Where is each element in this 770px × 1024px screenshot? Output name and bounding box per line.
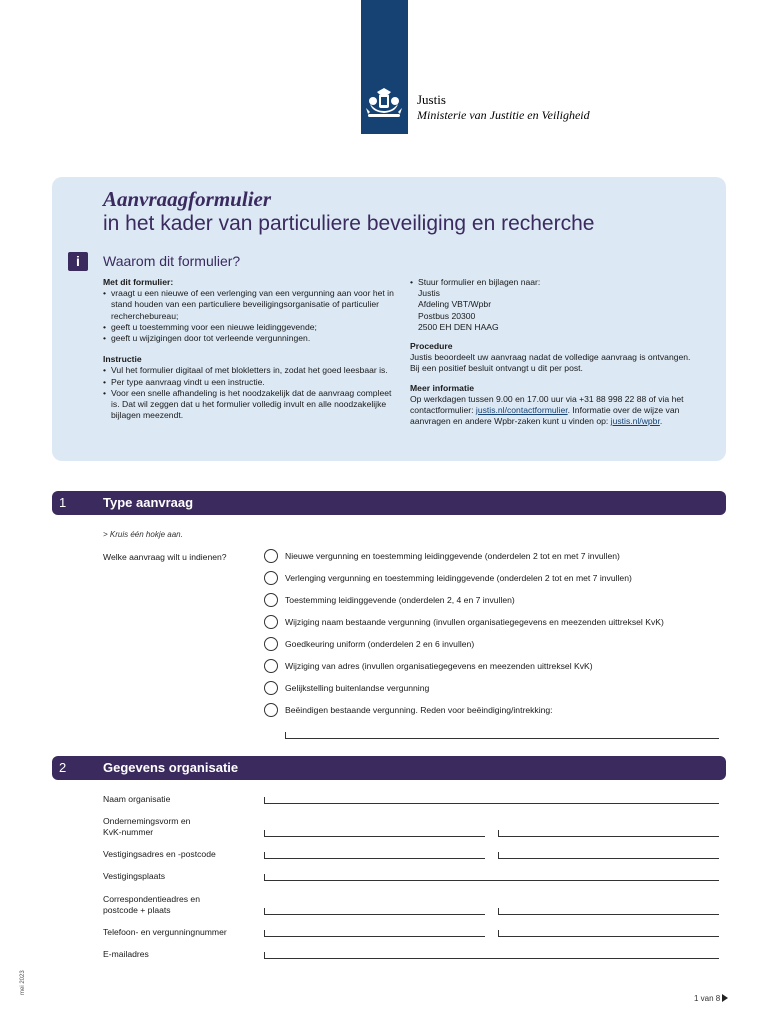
radio-button[interactable] <box>264 593 278 607</box>
section-title: Type aanvraag <box>103 495 194 510</box>
address-line: Justis <box>418 288 440 299</box>
phone-label: Telefoon- en vergunningnummer <box>103 927 227 937</box>
address-line: 2500 EH DEN HAAG <box>418 321 499 332</box>
option-label: Gelijkstelling buitenlandse vergunning <box>285 683 430 693</box>
with-form-list <box>103 288 398 344</box>
phone-field[interactable] <box>264 930 485 937</box>
wpbr-link[interactable]: justis.nl/wpbr <box>610 416 660 427</box>
city-label: Vestigingsplaats <box>103 871 166 881</box>
info-icon: i <box>68 252 88 271</box>
section-title: Gegevens organisatie <box>103 760 239 775</box>
instruction-heading: Instructie <box>103 354 142 365</box>
option-label: Toestemming leidinggevende (onderdelen 2, 4 en 7 invullen) <box>285 595 515 605</box>
option-label: Wijziging van adres (invullen organisatiegegevens en meezenden uittreksel KvK) <box>285 661 593 671</box>
request-type-question: Welke aanvraag wilt u indienen? <box>103 552 227 562</box>
form-subtitle: in het kader van particuliere beveiliging en recherche <box>103 212 595 235</box>
postcode-field[interactable] <box>498 852 719 859</box>
form-title: Aanvraagformulier <box>103 187 272 211</box>
radio-button[interactable] <box>264 681 278 695</box>
option-label: Verlenging vergunning en toestemming leidinggevende (onderdelen 2 tot en met 7 invullen) <box>285 573 632 583</box>
city-field[interactable] <box>264 874 719 881</box>
address-label: Vestigingsadres en -postcode <box>103 849 216 859</box>
kvk-number-field[interactable] <box>498 830 719 837</box>
next-page-icon[interactable] <box>722 994 728 1002</box>
send-to-item: • Stuur formulier en bijlagen naar: <box>410 277 700 288</box>
email-field[interactable] <box>264 952 719 959</box>
contact-form-link[interactable]: justis.nl/contactformulier <box>475 405 568 416</box>
radio-button[interactable] <box>264 615 278 629</box>
instruction-hint: > Kruis één hokje aan. <box>103 530 183 539</box>
list-item: • vraagt u een nieuwe of een verlenging van een vergunning aan voor het in stand houden van een particuliere beveiligingsorganisatie of particulier recherchebureau; <box>103 288 398 322</box>
info-right-column <box>410 277 700 427</box>
postal-address <box>410 288 700 333</box>
option-label: Nieuwe vergunning en toestemming leidinggevende (onderdelen 2 tot en met 7 invullen) <box>285 551 620 561</box>
radio-button[interactable] <box>264 571 278 585</box>
option-label: Goedkeuring uniform (onderdelen 2 en 6 invullen) <box>285 639 475 649</box>
procedure-heading: Procedure <box>410 341 453 352</box>
with-form-heading: Met dit formulier: <box>103 277 174 287</box>
ministry-name: Ministerie van Justitie en Veiligheid <box>417 108 590 122</box>
license-number-field[interactable] <box>498 930 719 937</box>
instruction-list <box>103 365 398 421</box>
list-item: • geeft u toestemming voor een nieuwe leidinggevende; <box>103 322 398 333</box>
option-label: Beëindigen bestaande vergunning. Reden voor beëindiging/intrekking: <box>285 705 553 715</box>
org-name-field[interactable] <box>264 797 719 804</box>
radio-button[interactable] <box>264 549 278 563</box>
info-left-column <box>103 277 398 421</box>
radio-button[interactable] <box>264 703 278 717</box>
radio-button[interactable] <box>264 637 278 651</box>
list-item: • Per type aanvraag vindt u een instructie. <box>103 377 398 388</box>
why-heading: Waarom dit formulier? <box>103 253 241 269</box>
more-info-heading: Meer informatie <box>410 382 474 393</box>
legal-form-field[interactable] <box>264 830 485 837</box>
section-1-header <box>52 491 726 515</box>
section-number: 1 <box>59 495 67 510</box>
address-line: Postbus 20300 <box>418 310 476 321</box>
list-item: • Vul het formulier digitaal of met blokletters in, zodat het goed leesbaar is. <box>103 365 398 376</box>
address-line: Afdeling VBT/Wpbr <box>418 299 492 310</box>
address-field[interactable] <box>264 852 485 859</box>
list-item: • Voor een snelle afhandeling is het noodzakelijk dat de aanvraag compleet is. Dat wil zeggen dat u het formulier volledig invult en alle noodzakelijke bijlagen meezendt. <box>103 388 398 422</box>
list-item: • geeft u wijzigingen door tot verleende vergunningen. <box>103 333 398 344</box>
version-date: mei 2023 <box>20 970 26 995</box>
section-number: 2 <box>59 760 67 775</box>
more-info-text: Op werkdagen tussen 9.00 en 17.00 uur via +31 88 998 22 88 of via het contactformulier: justis.nl/contactformulier. Informatie over de wijze van aanvragen en andere Wpbr-zaken kunt u vinden op: justis.nl/wpbr. <box>410 393 684 427</box>
org-name: Justis <box>417 92 446 107</box>
procedure-text: Justis beoordeelt uw aanvraag nadat de volledige aanvraag is ontvangen. Bij een positief besluit ontvangt u dit per post. <box>410 352 691 374</box>
org-name-label: Naam organisatie <box>103 794 171 804</box>
correspondence-label: Correspondentieadres en postcode + plaats <box>103 894 200 915</box>
radio-button[interactable] <box>264 659 278 673</box>
legal-form-label: Ondernemingsvorm en KvK-nummer <box>103 816 191 837</box>
correspondence-address-field[interactable] <box>264 908 485 915</box>
termination-reason-field[interactable] <box>285 732 719 739</box>
page-number: 1 van 8 <box>694 994 721 1003</box>
section-2-header <box>52 756 726 780</box>
correspondence-postcode-field[interactable] <box>498 908 719 915</box>
coat-of-arms-icon <box>362 84 406 124</box>
option-label: Wijziging naam bestaande vergunning (invullen organisatiegegevens en meezenden uittreksel KvK) <box>285 617 664 627</box>
email-label: E-mailadres <box>103 949 149 959</box>
